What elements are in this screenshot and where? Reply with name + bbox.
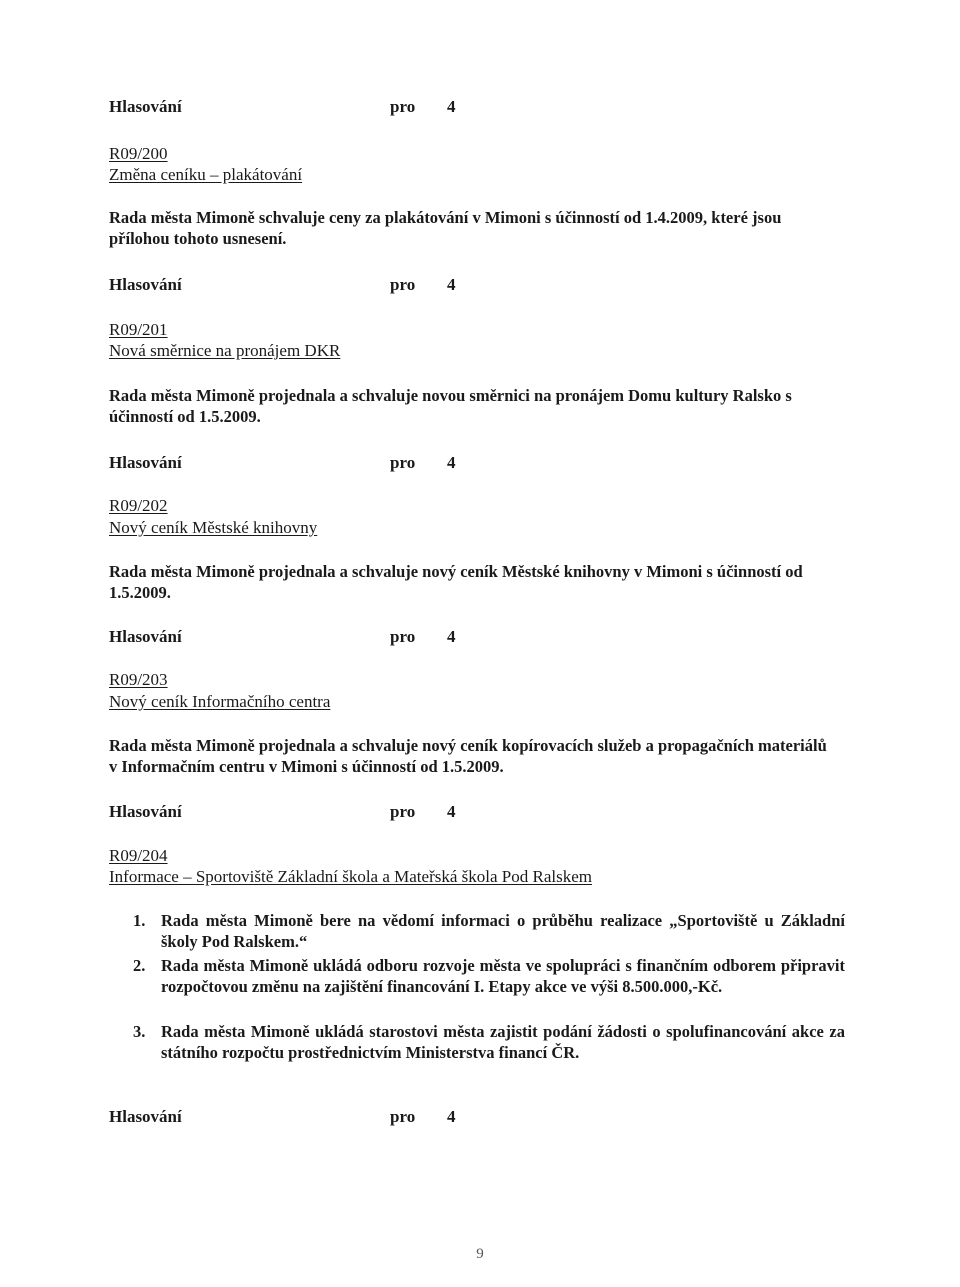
vote-label: Hlasování bbox=[109, 275, 182, 294]
vote-label: Hlasování bbox=[109, 1107, 182, 1126]
list-item bbox=[133, 1021, 845, 1063]
vote-label: Hlasování bbox=[109, 627, 182, 646]
resolution-title: Informace – Sportoviště Základní škola a Mateřská škola Pod Ralskem bbox=[109, 867, 592, 886]
vote-count: 4 bbox=[447, 1107, 456, 1126]
resolution-code: R09/204 bbox=[109, 846, 168, 865]
page-number: 9 bbox=[476, 1246, 484, 1262]
vote-count: 4 bbox=[447, 275, 456, 294]
list-item-text: Rada města Mimoně ukládá odboru rozvoje města ve spolupráci s finančním odborem připravit rozpočtovou změnu na zajištění financování I. Etapy akce ve výši 8.500.000,-Kč. bbox=[161, 956, 845, 996]
resolution-title: Změna ceníku – plakátování bbox=[109, 165, 303, 184]
vote-pro: pro bbox=[390, 275, 416, 294]
resolution-title: Nový ceník Městské knihovny bbox=[109, 518, 318, 537]
list-item-text: Rada města Mimoně ukládá starostovi města zajistit podání žádosti o spolufinancování akce za státního rozpočtu prostřednictvím Ministerstva financí ČR. bbox=[161, 1022, 845, 1062]
vote-count: 4 bbox=[447, 453, 456, 472]
resolution-code: R09/201 bbox=[109, 320, 168, 339]
resolution-text: Rada města Mimoně projednala a schvaluje nový ceník kopírovacích služeb a propagačních materiálů v Informačním centru v Mimoni s účinností od 1.5.2009. bbox=[109, 736, 827, 776]
resolution-code: R09/202 bbox=[109, 496, 168, 515]
vote-pro: pro bbox=[390, 802, 416, 821]
vote-pro: pro bbox=[390, 1107, 416, 1126]
list-item-number: 1. bbox=[133, 911, 146, 930]
vote-label: Hlasování bbox=[109, 97, 182, 116]
vote-pro: pro bbox=[390, 627, 416, 646]
list-item bbox=[133, 910, 845, 952]
list-item-number: 2. bbox=[133, 956, 146, 975]
vote-label: Hlasování bbox=[109, 453, 182, 472]
vote-label: Hlasování bbox=[109, 802, 182, 821]
vote-count: 4 bbox=[447, 97, 456, 116]
resolution-text: Rada města Mimoně projednala a schvaluje novou směrnici na pronájem Domu kultury Ralsko s účinností od 1.5.2009. bbox=[109, 386, 792, 426]
resolution-title: Nová směrnice na pronájem DKR bbox=[109, 341, 341, 360]
vote-count: 4 bbox=[447, 627, 456, 646]
vote-pro: pro bbox=[390, 97, 416, 116]
list-item-number: 3. bbox=[133, 1022, 146, 1041]
resolution-title: Nový ceník Informačního centra bbox=[109, 692, 331, 711]
resolution-text: Rada města Mimoně schvaluje ceny za plakátování v Mimoni s účinností od 1.4.2009, které jsou přílohou tohoto usnesení. bbox=[109, 208, 782, 248]
resolution-text: Rada města Mimoně projednala a schvaluje nový ceník Městské knihovny v Mimoni s účinností od 1.5.2009. bbox=[109, 562, 803, 602]
vote-count: 4 bbox=[447, 802, 456, 821]
resolution-code: R09/203 bbox=[109, 670, 168, 689]
list-item-text: Rada města Mimoně bere na vědomí informaci o průběhu realizace „Sportoviště u Základní školy Pod Ralskem.“ bbox=[161, 911, 845, 951]
list-item bbox=[133, 955, 845, 997]
resolution-code: R09/200 bbox=[109, 144, 168, 163]
vote-pro: pro bbox=[390, 453, 416, 472]
